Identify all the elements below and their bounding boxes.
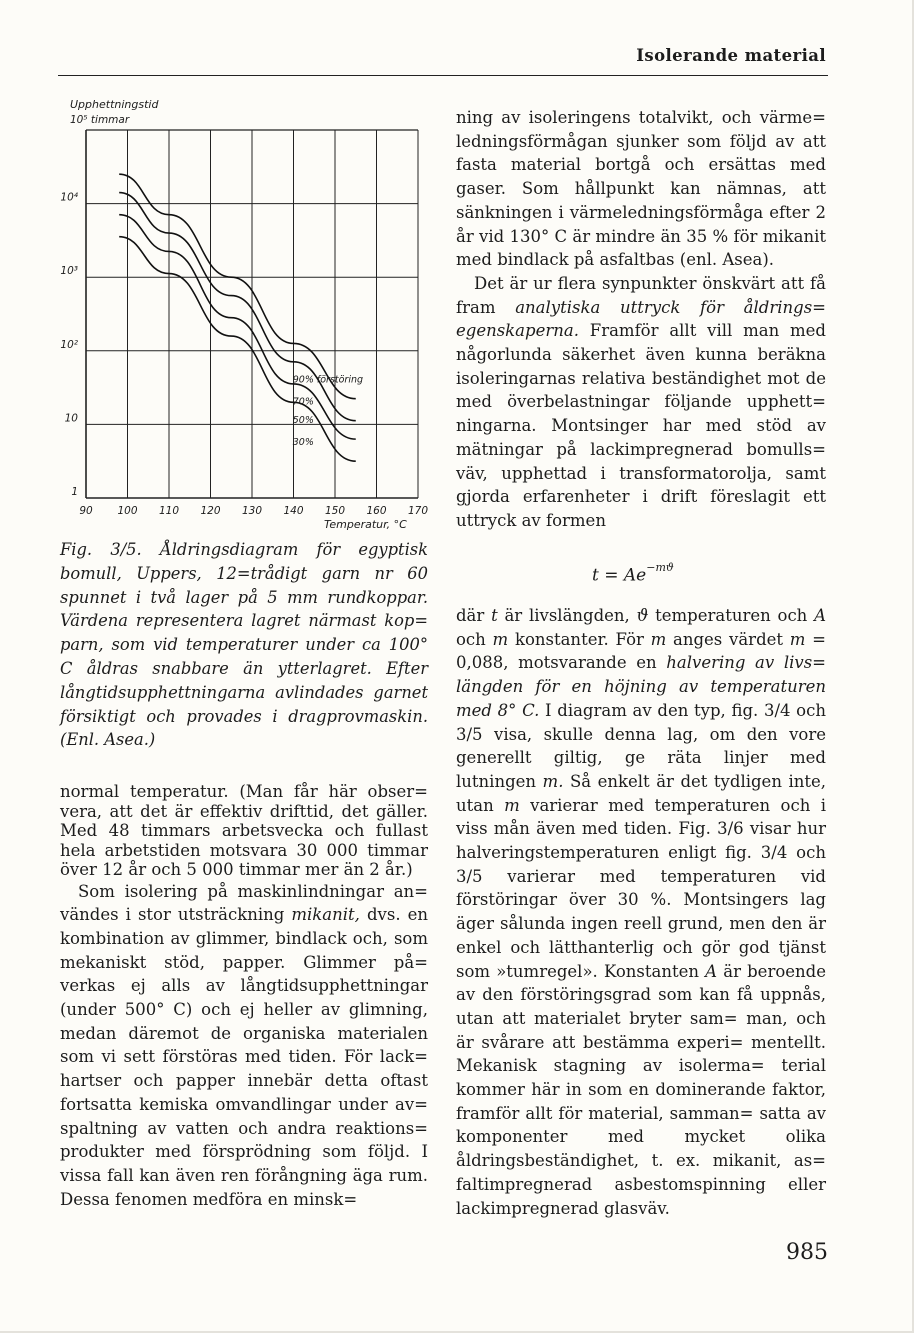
x-tick-label: 140 <box>283 505 304 517</box>
x-tick-label: 160 <box>366 505 387 517</box>
symbol: ϑ <box>636 606 649 625</box>
y-tick-label: 1 <box>71 486 78 498</box>
y-tick-label: 10³ <box>60 265 78 278</box>
text-run: Så enkelt är det tydligen inte, utan <box>456 771 827 815</box>
paragraph: ning av isoleringens totalvikt, och värme= ledningsförmågan sjunker som följd av att fasta material bortgå och ersättas med gaser. Som hållpunkt kan nämnas, att sänkningen i värmeledningsförmåga efter 2 år vid 130° C är mindre än 35 % för mikanit med bindlack på asfaltbas (enl. Asea). <box>456 108 826 270</box>
aging-diagram <box>58 92 430 540</box>
curve-label: 30% <box>292 437 314 449</box>
x-axis-label: Temperatur, °C <box>324 518 407 531</box>
y-axis-unit: 10⁵ timmar <box>70 114 130 126</box>
text-run: är beroende av den förstöringsgrad som kan få uppnås, utan att materialet bryter sam= man, och är svårare att bestämma experi= mentellt. Mekanisk stagning av isolerma= terial kommer här in som en dominerande faktor, framför allt för material, samman= satta av komponenter med mycket olika åldringsbeständighet, t. ex. mikanit, as= faltimpregnerad asbestomspinning eller lackimpregnerad glasväv. <box>456 961 826 1218</box>
left-column-text <box>60 782 428 1211</box>
figure-caption <box>60 538 428 752</box>
paragraph <box>60 880 428 1212</box>
x-tick-label: 150 <box>324 505 346 517</box>
aging-curve <box>119 215 356 439</box>
montsinger-formula <box>592 561 674 586</box>
right-column-text-bottom <box>456 604 826 1220</box>
text-run: är livslängden, <box>497 606 637 625</box>
x-tick-label: 130 <box>241 505 263 517</box>
text-run: varierar med temperaturen och i viss mån även med tiden. Fig. 3/6 visar hur halveringstemperaturen enligt fig. 3/4 och 3/5 varierar med temperaturen vid förstöringar över 30 %. Montsingers lag äger sålunda ingen reell grund, men den är enkel och lätthanterlig och gör god tjänst som »tumregel». Konstanten <box>456 795 826 981</box>
curve-label: 50% <box>292 415 314 427</box>
page-number: 985 <box>786 1240 828 1265</box>
x-tick-label: 170 <box>407 505 429 517</box>
x-tick-label: 110 <box>158 505 180 517</box>
paragraph <box>456 272 826 533</box>
formula-exponent: −mϑ <box>646 561 674 574</box>
emphasis: halvering av livs= längden för en höjning av temperaturen med 8° C. <box>456 653 826 720</box>
symbol: m <box>504 795 520 815</box>
formula-base: t = Ae <box>592 565 647 586</box>
text-run: dvs. en kombination av glimmer, bindlack och, som mekaniskt stöd, papper. Glimmer på= verkas ej alls av långtidsupphettningar (under 500° C) och ej heller av glimning, medan däremot de organiska materialen som vi sett förstöras med tiden. För lack= hartser och papper innebär detta oftast fortsatta kemiska omvandlingar under av= spaltning av vatten och andra reaktions= produkter med försprödning som följd. I vissa fall kan även ren förångning äga rum. Dessa fenomen medföra en minsk= <box>60 905 428 1209</box>
text-run: temperaturen och <box>648 606 815 625</box>
text-run: Som isolering på maskinlindningar an= vändes i stor utsträckning <box>60 881 428 925</box>
paragraph: normal temperatur. (Man får här obser= vera, att det är effektiv drifttid, det gäller. Med 48 timmars arbetsvecka och fullast hela arbetstiden motsvara 30 000 timmar över 12 år och 5 000 timmar mer än 2 år.) <box>60 782 428 879</box>
y-axis-label: Upphettningstid <box>70 98 159 111</box>
text-run: I diagram av den typ, fig. 3/4 och 3/5 visa, skulle denna lag, om den vore generellt giltig, ge räta linjer med lutningen <box>456 700 826 791</box>
aging-curve <box>119 237 356 461</box>
symbol: m <box>789 629 806 649</box>
curve-label: 90% förstöring <box>292 374 364 386</box>
aging-curve <box>119 174 356 398</box>
aging-curve <box>119 193 356 421</box>
text-run: och <box>456 629 493 649</box>
y-tick-label: 10⁴ <box>60 191 78 204</box>
running-header: Isolerande material <box>636 46 826 65</box>
emphasis: mikanit, <box>291 905 360 925</box>
right-column-text-top <box>456 106 826 533</box>
header-rule <box>58 75 828 76</box>
paragraph <box>456 604 826 1220</box>
text-run: Det är ur flera synpunkter önskvärt att få fram <box>456 273 826 317</box>
y-tick-label: 10 <box>64 412 78 425</box>
text-run: = 0,088, motsvarande en <box>456 629 826 673</box>
text-run: Framför allt vill man med någorlunda säkerhet även kunna beräkna isoleringarnas relativa beständighet mot de med överbelastningar följande upphett= ningarna. Montsinger har med stöd av mätningar på lackimpregnerad bomulls= väv, upphettad i transformatorolja, samt gjorda erfarenheter i drift föreslagit ett uttryck av formen <box>456 321 826 530</box>
curve-label: 70% <box>292 396 314 408</box>
symbol: A <box>705 961 718 981</box>
x-tick-label: 120 <box>200 505 221 517</box>
symbol: m <box>650 629 667 649</box>
symbol: A <box>814 606 826 625</box>
symbol: m <box>492 629 509 649</box>
emphasis: analytiska uttryck för åldrings= egenskaperna. <box>456 297 826 341</box>
symbol: m. <box>542 771 564 791</box>
caption-text: Åldringsdiagram för egyptisk bomull, Uppers, 12=trådigt garn nr 60 spunnet i två lager på 5 mm rundkoppar. Värdena representera lagret närmast kop= parn, som vid temperaturer under ca 100° C åldras snabbare än ytterlagret. Efter långtidsupphettningarna avlindades garnet försiktigt och provades i dragprovmaskin. (Enl. Asea.) <box>60 540 428 750</box>
symbol: t <box>491 606 498 625</box>
y-tick-label: 10² <box>60 338 78 351</box>
caption-label: Fig. 3/5. <box>60 540 142 559</box>
x-tick-label: 100 <box>117 505 138 517</box>
x-tick-label: 90 <box>79 505 93 517</box>
text-run: där <box>456 606 492 625</box>
text-run: konstanter. För <box>508 629 651 649</box>
text-run: anges värdet <box>666 629 790 649</box>
